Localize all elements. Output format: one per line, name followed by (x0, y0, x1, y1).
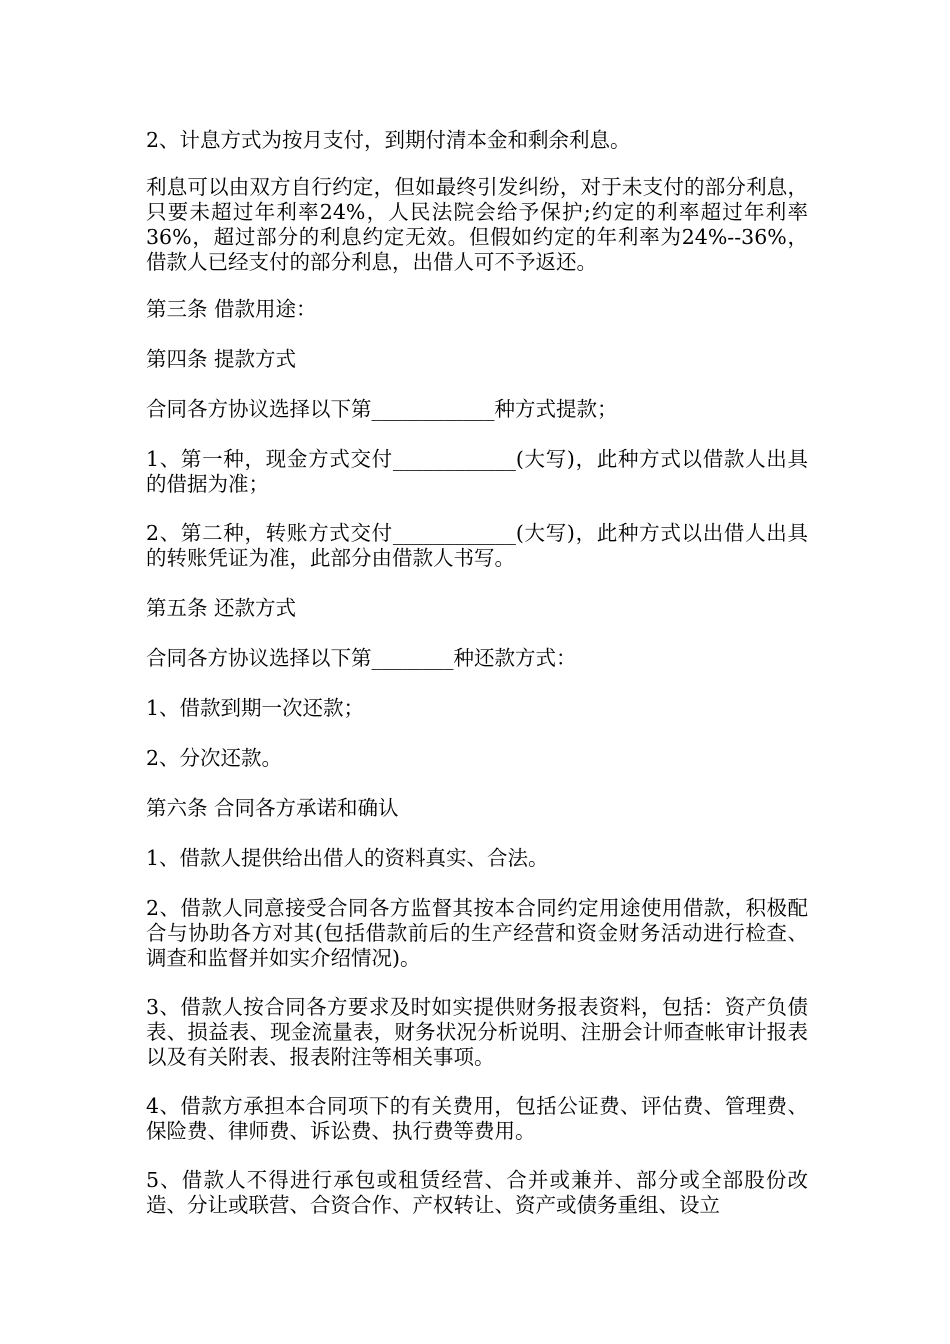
heading-article-3: 第三条 借款用途： (146, 297, 317, 321)
paragraph-repayment-lump-sum: 1、借款到期一次还款； (146, 696, 365, 720)
paragraph-withdrawal-choice: 合同各方协议选择以下第____________种方式提款； (146, 397, 618, 421)
paragraph-interest-payment: 2、计息方式为按月支付，到期付清本金和剩余利息。 (146, 128, 631, 152)
paragraph-commitment-5: 5、借款人不得进行承包或租赁经营、合并或兼并、部分或全部股份改造、分让或联营、合资合作、产权转让、资产或债务重组、设立 (146, 1168, 808, 1217)
paragraph-repayment-installments: 2、分次还款。 (146, 746, 283, 770)
heading-article-6: 第六条 合同各方承诺和确认 (146, 796, 399, 820)
paragraph-commitment-3: 3、借款人按合同各方要求及时如实提供财务报表资料，包括：资产负债表、损益表、现金流量表，财务状况分析说明、注册会计师查帐审计报表以及有关附表、报表附注等相关事项。 (146, 995, 808, 1069)
paragraph-repayment-choice: 合同各方协议选择以下第________种还款方式： (146, 646, 577, 670)
paragraph-withdrawal-transfer: 2、第二种，转账方式交付____________(大写)，此种方式以出借人出具的转账凭证为准，此部分由借款人书写。 (146, 521, 808, 570)
paragraph-commitment-4: 4、借款方承担本合同项下的有关费用，包括公证费、评估费、管理费、保险费、律师费、诉讼费、执行费等费用。 (146, 1094, 808, 1143)
paragraph-commitment-2: 2、借款人同意接受合同各方监督其按本合同约定用途使用借款，积极配合与协助各方对其(包括借款前后的生产经营和资金财务活动进行检查、调查和监督并如实介绍情况)。 (146, 896, 808, 970)
heading-article-5: 第五条 还款方式 (146, 596, 297, 620)
paragraph-commitment-1: 1、借款人提供给出借人的资料真实、合法。 (146, 846, 549, 870)
document-body (146, 128, 808, 1218)
paragraph-withdrawal-cash: 1、第一种，现金方式交付____________(大写)，此种方式以借款人出具的借据为准； (146, 447, 808, 496)
paragraph-interest-rate-note: 利息可以由双方自行约定，但如最终引发纠纷，对于未支付的部分利息，只要未超过年利率24%，人民法院会给予保护;约定的利率超过年利率36%，超过部分的利息约定无效。但假如约定的年利率为24%--36%，借款人已经支付的部分利息，出借人可不予返还。 (146, 175, 808, 274)
heading-article-4: 第四条 提款方式 (146, 347, 297, 371)
